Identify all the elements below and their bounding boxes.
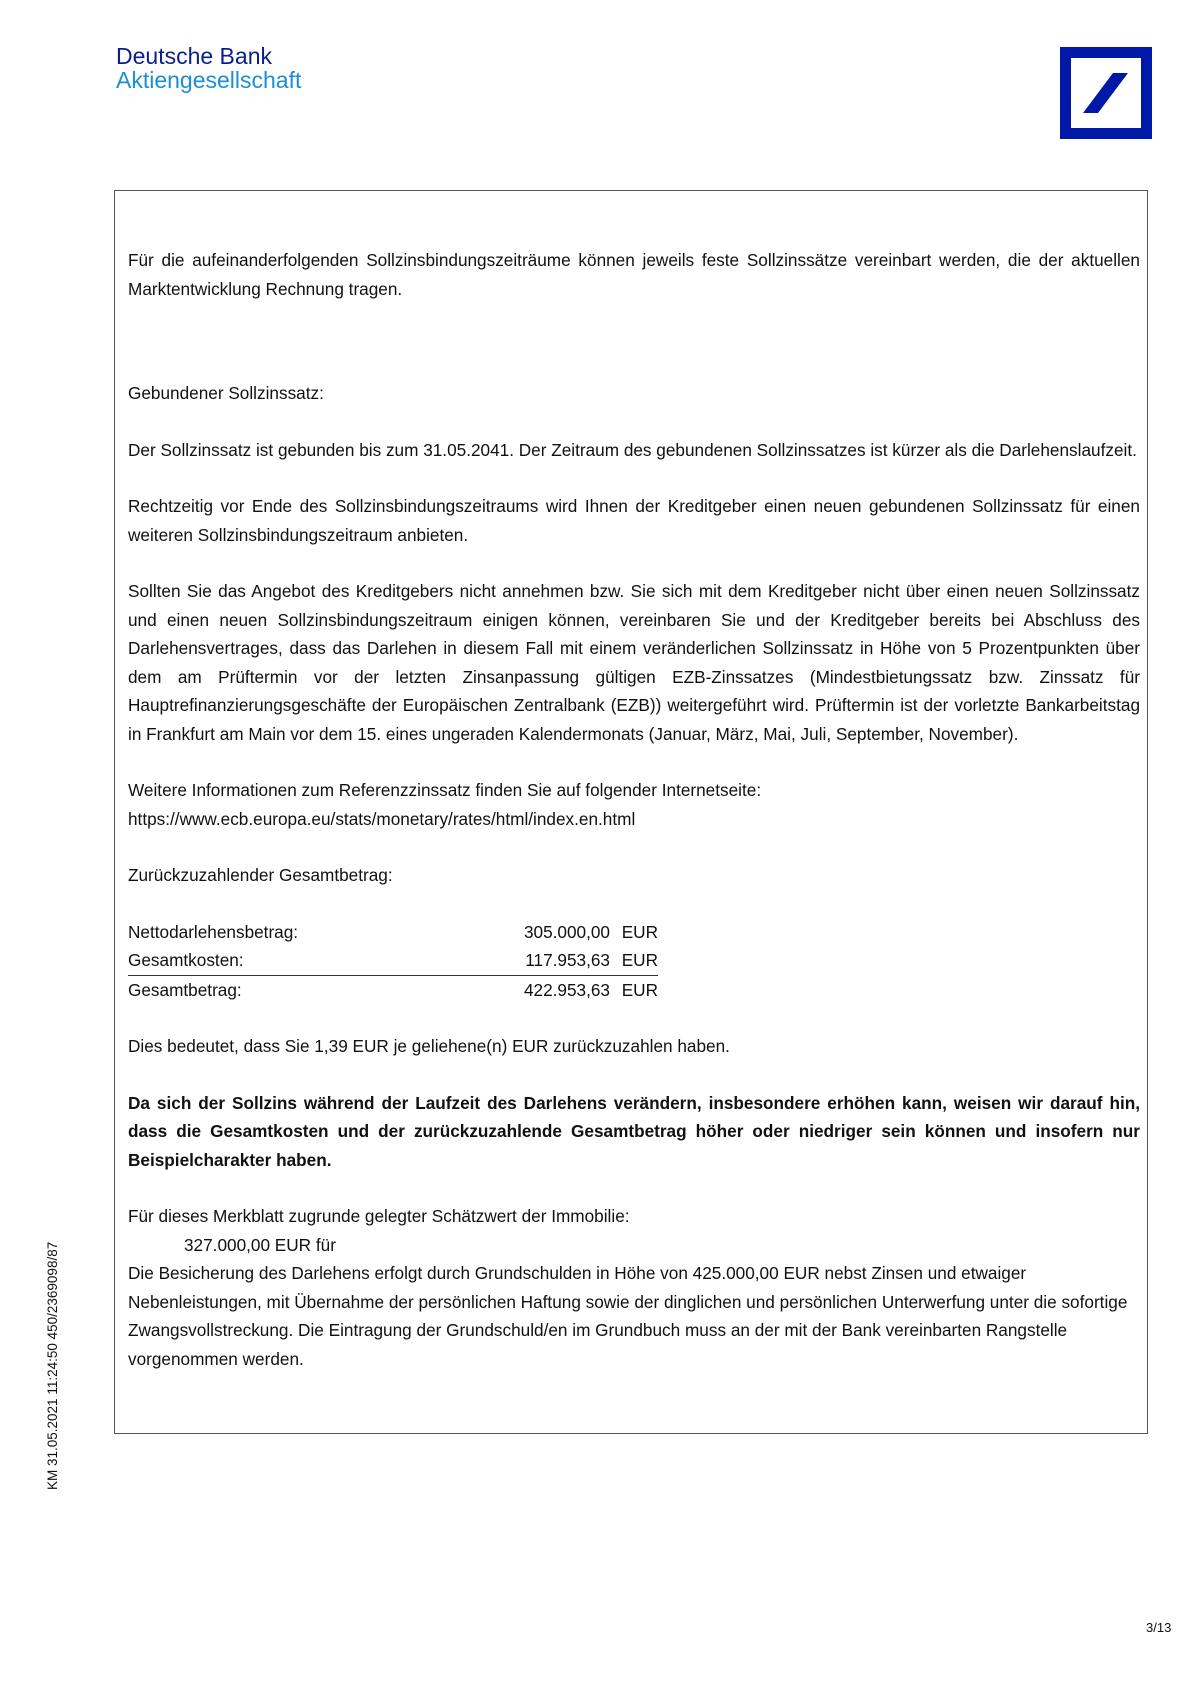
- paragraph-fixed-until: Der Sollzinssatz ist gebunden bis zum 31.05.2041. Der Zeitraum des gebundenen Sollzinssatzes ist kürzer als die Darlehenslaufzeit.: [128, 439, 1137, 460]
- brand-wordmark: [116, 44, 301, 92]
- row-currency: EUR: [621, 979, 658, 1000]
- row-label: Gesamtbetrag:: [128, 979, 242, 1000]
- reference-intro: Weitere Informationen zum Referenzzinssatz finden Sie auf folgender Internetseite:: [128, 780, 762, 800]
- heading-total-amount: Zurückzuzahlender Gesamtbetrag:: [128, 865, 393, 885]
- row-amount: 117.953,63: [525, 950, 610, 970]
- row-amount: 305.000,00: [523, 921, 610, 942]
- property-value: 327.000,00 EUR für: [184, 1234, 336, 1255]
- brand-legal-form: Aktiengesellschaft: [116, 67, 302, 93]
- document-body: [128, 246, 1140, 1373]
- paragraph-security: Die Besicherung des Darlehens erfolgt durch Grundschulden in Höhe von 425.000,00 EUR nebst Zinsen und etwaiger Nebenleistungen, mit Übernahme der persönlichen Haftung sowie der dinglichen und persönlichen Unterwerfung unter die sofortige Zwangsvollstreckung. Die Eintragung der Grundschuld/en im Grundbuch muss an der mit der Bank vereinbarten Rangstelle vorgenommen werden.: [128, 1263, 1128, 1369]
- document-side-stamp: KM 31.05.2021 11:24:50 450/2369098/87: [45, 1241, 60, 1490]
- row-label: Nettodarlehensbetrag:: [128, 921, 299, 942]
- reference-url[interactable]: https://www.ecb.europa.eu/stats/monetary/rates/html/index.en.html: [128, 808, 636, 829]
- paragraph-new-offer: Rechtzeitig vor Ende des Sollzinsbindungszeitraums wird Ihnen der Kreditgeber einen neuen gebundenen Sollzinssatz für einen weiteren Sollzinsbindungszeitraum anbieten.: [128, 496, 1140, 545]
- table-row-grand-total: [128, 975, 658, 1005]
- table-row-net-loan: [128, 918, 658, 947]
- table-row-total-costs: [128, 946, 658, 975]
- paragraph-variable-rate: Sollten Sie das Angebot des Kreditgebers nicht annehmen bzw. Sie sich mit dem Kreditgeber nicht über einen neuen Sollzinssatz und einen neuen Sollzinsbindungszeitraum einigen können, vereinbaren Sie und der Kreditgeber bereits bei Abschluss des Darlehensvertrages, dass das Darlehen in diesem Fall mit einem veränderlichen Sollzinssatz in Höhe von 5 Prozentpunkten über dem am Prüftermin vor der letzten Zinsanpassung gültigen EZB-Zinssatzes (Mindestbietungssatz bzw. Zinssatz für Hauptrefinanzierungsgeschäfte der Europäischen Zentralbank (EZB)) weitergeführt wird. Prüftermin ist der vorletzte Bankarbeitstag in Frankfurt am Main vor dem 15. eines ungeraden Kalendermonats (Januar, März, Mai, Juli, September, November).: [128, 581, 1140, 744]
- row-currency: EUR: [621, 921, 658, 942]
- deutsche-bank-logo-icon: [1060, 47, 1152, 139]
- paragraph-repayment-ratio: Dies bedeutet, dass Sie 1,39 EUR je geliehene(n) EUR zurückzuzahlen haben.: [128, 1036, 730, 1056]
- totals-table: [128, 918, 658, 1005]
- row-amount: 422.953,63: [523, 979, 610, 1000]
- paragraph-bold-notice: Da sich der Sollzins während der Laufzeit des Darlehens verändern, insbesondere erhöhen kann, weisen wir darauf hin, dass die Gesamtkosten und der zurückzuzahlende Gesamtbetrag höher oder niedriger sein können und insofern nur Beispielcharakter haben.: [128, 1092, 1140, 1170]
- row-currency: EUR: [621, 950, 658, 970]
- row-label: Gesamtkosten:: [128, 950, 244, 970]
- page-number: 3/13: [1146, 1620, 1172, 1635]
- heading-fixed-rate: Gebundener Sollzinssatz:: [128, 383, 324, 403]
- property-intro: Für dieses Merkblatt zugrunde gelegter Schätzwert der Immobilie:: [128, 1206, 630, 1226]
- brand-name: Deutsche Bank: [116, 43, 272, 69]
- paragraph-intro: Für die aufeinanderfolgenden Sollzinsbindungszeiträume können jeweils feste Sollzinssätze vereinbart werden, die der aktuellen Marktentwicklung Rechnung tragen.: [128, 250, 1140, 299]
